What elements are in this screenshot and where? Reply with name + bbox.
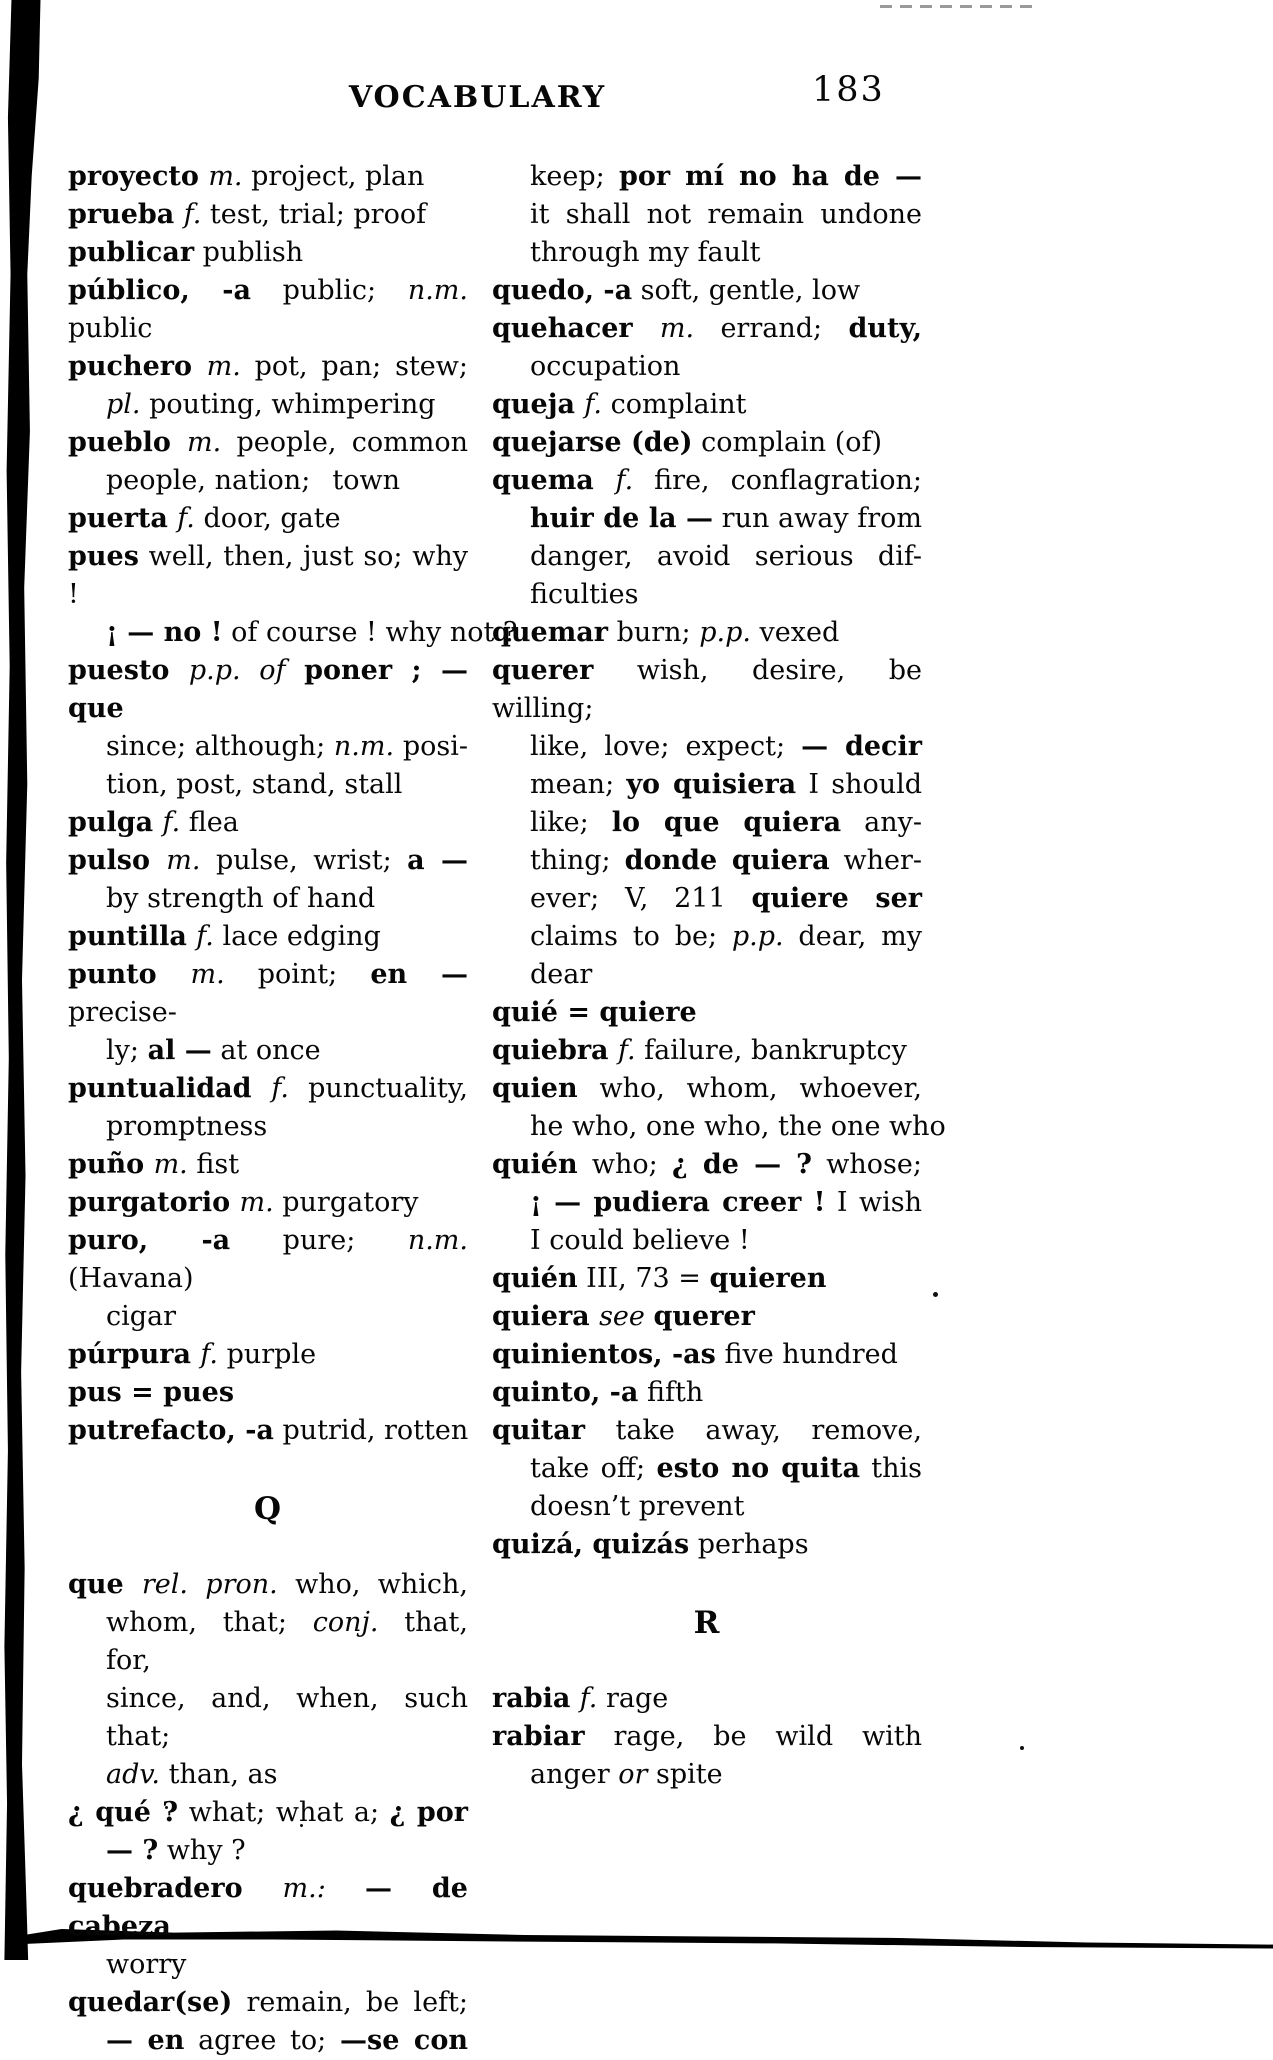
entry-line: proyecto m. project, plan [68,161,425,192]
section-heading-r: R [693,1605,721,1641]
entry-line: putrefacto, -a putrid, rotten [68,1415,469,1446]
dictionary-entry [492,1374,922,1412]
entry-line: ly; al — at once [106,1035,321,1066]
dictionary-entry [68,1146,468,1184]
entry-line: cigar [106,1301,177,1332]
entry-line: adv. than, as [106,1759,278,1790]
entry-line: quizá, quizás perhaps [492,1529,809,1560]
entry-line: quitar take away, remove, [492,1415,922,1446]
entry-line: ever; V, 211 quiere ser [530,883,922,914]
scan-speck-artifact [1020,1746,1024,1750]
dictionary-entry [492,1412,922,1526]
entry-line: puntilla f. lace edging [68,921,381,952]
left-column [68,158,518,2060]
right-column [492,158,946,1794]
entry-line: quehacer m. errand; duty, [492,313,923,344]
dictionary-entry [492,994,922,1032]
entry-line: since, and, when, such that; [106,1683,468,1752]
entry-line: puntualidad f. punctuality, [68,1073,468,1104]
entry-line: quiera see querer [492,1301,755,1332]
dictionary-entry [68,158,468,196]
dictionary-entry [68,1794,468,1870]
dictionary-entry [68,234,468,272]
dictionary-entry [68,842,468,918]
entry-line: quema f. fire, conflagration; [492,465,922,496]
entry-line: people, nation; town [106,465,400,496]
entry-line: quebradero m.: — de cabeza [68,1873,468,1942]
entry-line: quien who, whom, whoever, [492,1073,922,1104]
dictionary-entry [492,1680,922,1718]
scan-gutter-artifact [0,0,44,1960]
dictionary-entry [68,1336,468,1374]
section-heading-q: Q [253,1491,282,1527]
entry-line: tion, post, stand, stall [106,769,403,800]
dictionary-entry [68,1184,468,1222]
page-number: 183 [812,70,885,110]
entry-line: keep; por mí no ha de — [530,161,923,192]
dictionary-entry [68,918,468,956]
scan-speck-artifact [933,1292,938,1297]
entry-line: pus = pues [68,1377,235,1408]
dictionary-entry [68,652,468,804]
entry-line: queja f. complaint [492,389,747,420]
entry-line: by strength of hand [106,883,376,914]
entry-line: puerta f. door, gate [68,503,341,534]
entry-line: rabia f. rage [492,1683,669,1714]
entry-line: like; lo que quiera any- [530,807,922,838]
entry-line: ¡ — pudiera creer ! I wish [530,1187,922,1218]
dictionary-entry [68,956,468,1070]
entry-line: quejarse (de) complain (of) [492,427,883,458]
dictionary-entry [492,310,922,386]
entry-line: take off; esto no quita this [530,1453,922,1484]
entry-line: puchero m. pot, pan; stew; [68,351,468,382]
entry-line: publicar publish [68,237,304,268]
dictionary-entry [492,424,922,462]
entry-line: quinto, -a fifth [492,1377,704,1408]
dictionary-entry [492,614,922,652]
entry-line: prueba f. test, trial; proof [68,199,427,230]
entry-line: público, -a public; n.m. public [68,275,468,344]
dictionary-entry [492,1146,922,1260]
entry-line: punto m. point; en — precise- [68,959,468,1028]
entry-line: ficulties [530,579,639,610]
dictionary-entry [492,1718,922,1794]
entry-line: rabiar rage, be wild with [492,1721,922,1752]
entry-line: ¿ qué ? what; what a; ¿ por [68,1797,468,1828]
entry-line: puro, -a pure; n.m. (Havana) [68,1225,468,1294]
entry-line: — en agree to; —se con [106,2025,469,2056]
entry-line: it shall not remain undone [530,199,922,230]
entry-line: quié = quiere [492,997,697,1028]
dictionary-entry [492,652,922,994]
dictionary-entry [68,424,468,500]
entry-line: pueblo m. people, common [68,427,469,458]
entry-line: querer wish, desire, be willing; [492,655,922,724]
entry-line: — ? why ? [106,1835,246,1866]
dictionary-entry [68,1870,468,1984]
entry-line: pl. pouting, whimpering [106,389,436,420]
entry-line: quinientos, -as five hundred [492,1339,898,1370]
scan-noise-artifact [880,5,1040,8]
dictionary-entry [492,1032,922,1070]
entry-line: quiebra f. failure, bankruptcy [492,1035,907,1066]
entry-line: pulga f. flea [68,807,239,838]
entry-line: promptness [106,1111,268,1142]
dictionary-entry [68,1566,468,1794]
entry-line: whom, that; conj. that, for, [106,1607,468,1676]
entry-line: claims to be; p.p. dear, my [530,921,922,952]
entry-line: he who, one who, the one who [530,1111,946,1142]
dictionary-entry [492,386,922,424]
dictionary-entry [68,1222,468,1336]
entry-line: puño m. fist [68,1149,240,1180]
entry-line: danger, avoid serious dif- [530,541,922,572]
dictionary-entry [68,1070,468,1146]
entry-line: occupation [530,351,681,382]
dictionary-entry [68,1984,468,2060]
entry-line: púrpura f. purple [68,1339,317,1370]
entry-line: pues well, then, just so; why ! [68,541,468,610]
dictionary-entry [68,804,468,842]
entry-line: quién who; ¿ de — ? whose; [492,1149,922,1180]
entry-line: puesto p.p. of poner ; — que [68,655,468,724]
dictionary-entry [492,1336,922,1374]
entry-line: huir de la — run away from [530,503,922,534]
entry-line: anger or spite [530,1759,723,1790]
entry-line: like, love; expect; — decir [530,731,922,762]
dictionary-entry [68,500,468,538]
entry-line: quedo, -a soft, gentle, low [492,275,861,306]
entry-line: through my fault [530,237,761,268]
entry-line: doesn’t prevent [530,1491,745,1522]
entry-line: thing; donde quiera wher- [530,845,922,876]
dictionary-entry [68,272,468,348]
entry-line: ¡ — no ! of course ! why not ? [106,617,518,648]
entry-line: dear [530,959,593,990]
dictionary-entry [68,196,468,234]
dictionary-entry [492,272,922,310]
dictionary-entry [68,1374,468,1412]
entry-line: quién III, 73 = quieren [492,1263,827,1294]
dictionary-entry [492,158,922,272]
dictionary-entry [492,1070,946,1146]
dictionary-entry [68,538,518,652]
entry-line: mean; yo quisiera I should [530,769,923,800]
dictionary-entry [68,1412,468,1450]
dictionary-entry [492,462,922,614]
dictionary-entry [68,348,468,424]
entry-line: pulso m. pulse, wrist; a — [68,845,468,876]
entry-line: purgatorio m. purgatory [68,1187,419,1218]
entry-line: quedar(se) remain, be left; [68,1987,468,2018]
entry-line: que rel. pron. who, which, [68,1569,468,1600]
page-title: VOCABULARY [348,80,607,115]
entry-line: quemar burn; p.p. vexed [492,617,840,648]
dictionary-entry [492,1298,922,1336]
entry-line: since; although; n.m. posi- [106,731,468,762]
entry-line: worry [106,1949,187,1980]
dictionary-entry [492,1526,922,1564]
entry-line: I could believe ! [530,1225,750,1256]
dictionary-entry [492,1260,922,1298]
